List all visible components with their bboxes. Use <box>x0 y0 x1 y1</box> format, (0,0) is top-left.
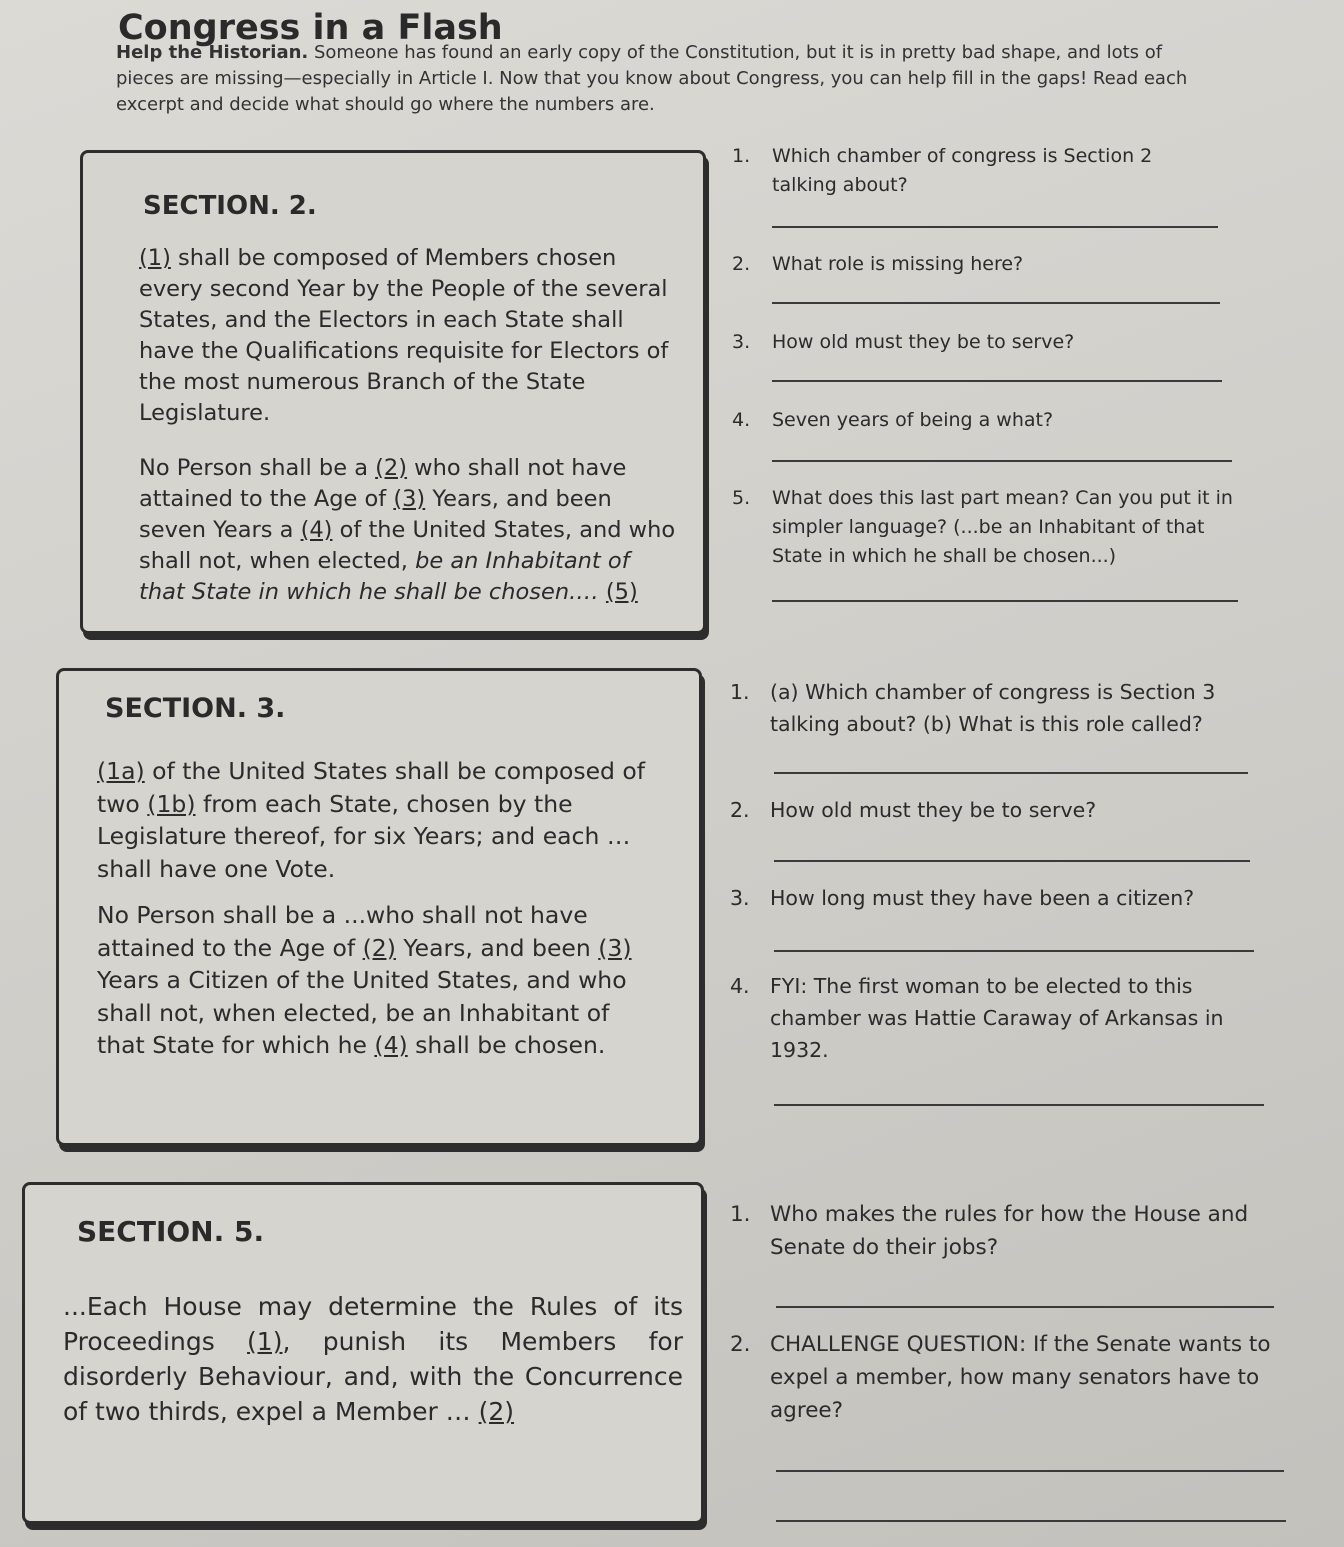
intro-text: Someone has found an early copy of the Constitution, but it is in pretty bad shape, and lots of pieces are missing—especially in Article I. Now that you know about Congress, you can help fill in the gaps! Read each excerpt and decide what should go where the numbers are. <box>116 42 1188 115</box>
s2-question-4 <box>732 406 1182 435</box>
section-2-p2-a: No Person shall be a <box>139 455 376 481</box>
section-3-p2-c: Years a Citizen of the United States, and who shall not, when elected, be an Inhabitant of that State for which he <box>97 966 627 1059</box>
section-3-p2-d: shall be chosen. <box>407 1031 606 1059</box>
s3-q4-text: FYI: The first woman to be elected to this chamber was Hattie Caraway of Arkansas in 1932. <box>770 974 1224 1062</box>
blank-3: (3) <box>393 486 426 512</box>
page-title: Congress in a Flash <box>118 8 503 48</box>
s2-q1-text: Which chamber of congress is Section 2 talking about? <box>772 145 1153 196</box>
blank-s5-2: (2) <box>478 1397 515 1426</box>
section-5-p1-a: ...Each House may determine the Rules of its Proceedings <box>63 1292 683 1356</box>
s3-answer-line-3[interactable] <box>774 950 1254 952</box>
s5-question-2 <box>730 1328 1300 1427</box>
s3-q4-num: 4. <box>730 974 750 998</box>
intro-lead: Help the Historian. <box>116 42 309 63</box>
s2-answer-line-2[interactable] <box>772 302 1220 304</box>
s2-question-3 <box>732 328 1182 357</box>
s2-q3-text: How old must they be to serve? <box>772 331 1075 353</box>
blank-1: (1) <box>139 245 171 271</box>
section-5-box <box>22 1182 704 1524</box>
s3-question-2 <box>730 794 1240 826</box>
s5-answer-line-2[interactable] <box>776 1470 1284 1472</box>
s2-q2-text: What role is missing here? <box>772 253 1024 275</box>
section-5-heading: SECTION. 5. <box>77 1215 265 1248</box>
s2-q4-text: Seven years of being a what? <box>772 409 1054 431</box>
intro-paragraph <box>116 40 1206 118</box>
s2-question-2 <box>732 250 1182 279</box>
section-3-p2-a: No Person shall be a ...who shall not have attained to the Age of <box>97 901 588 962</box>
s3-q1-text: (a) Which chamber of congress is Section 3 talking about? (b) What is this role called? <box>770 680 1216 736</box>
section-5-excerpt <box>63 1289 683 1429</box>
blank-1a: (1a) <box>97 757 145 785</box>
section-3-p1-a: of the United States shall be composed of two <box>97 757 646 818</box>
section-2-box <box>80 150 706 634</box>
section-3-excerpt <box>97 755 657 1062</box>
blank-s3-4: (4) <box>374 1031 408 1059</box>
s5-q2-num: 2. <box>730 1332 751 1357</box>
s2-q2-num: 2. <box>732 253 751 275</box>
section-2-italic-clause: be an Inhabitant of that State in which he shall be chosen.… <box>139 548 630 605</box>
s2-answer-line-1[interactable] <box>772 226 1218 228</box>
blank-1b: (1b) <box>147 789 196 818</box>
s2-question-5 <box>732 484 1252 571</box>
section-5-p1-b: , punish its Members for disorderly Behaviour, and, with the Concurrence of two thirds, expel a Member … <box>63 1327 683 1426</box>
blank-4: (4) <box>300 517 333 543</box>
s5-q1-num: 1. <box>730 1202 751 1227</box>
s2-q5-text: What does this last part mean? Can you put it in simpler language? (...be an Inhabitant of that State in which he shall be chosen...) <box>772 487 1233 567</box>
s3-question-4 <box>730 970 1260 1066</box>
s2-question-1 <box>732 142 1182 200</box>
s3-q3-text: How long must they have been a citizen? <box>770 886 1195 910</box>
s2-q5-num: 5. <box>732 487 751 509</box>
section-2-paragraph-2 <box>139 453 679 608</box>
section-2-excerpt <box>139 243 679 608</box>
s5-question-1 <box>730 1198 1290 1264</box>
s2-answer-line-3[interactable] <box>772 380 1222 382</box>
blank-s3-2: (2) <box>362 933 396 962</box>
blank-s3-3: (3) <box>598 933 632 962</box>
s3-question-3 <box>730 882 1240 914</box>
s3-answer-line-4[interactable] <box>774 1104 1264 1106</box>
section-2-heading: SECTION. 2. <box>143 191 317 221</box>
s5-answer-line-1[interactable] <box>776 1306 1274 1308</box>
blank-s5-1: (1) <box>247 1327 283 1356</box>
s5-q2-text: CHALLENGE QUESTION: If the Senate wants to expel a member, how many senators have to agree? <box>770 1332 1271 1423</box>
s3-q1-num: 1. <box>730 680 750 704</box>
section-2-p2-b: who shall not have attained to the Age of <box>139 455 627 512</box>
s3-q2-num: 2. <box>730 798 750 822</box>
section-3-heading: SECTION. 3. <box>105 693 286 724</box>
section-2-p1-text: shall be composed of Members chosen every second Year by the People of the several States, and the Electors in each State shall have the Qualifications requisite for Electors of the most numerous Branch of the State Legislature. <box>139 245 669 426</box>
section-5-paragraph-1 <box>63 1289 683 1429</box>
s2-answer-line-4[interactable] <box>772 460 1232 462</box>
section-2-p2-d: of the United States, and who shall not, when elected, <box>139 517 676 574</box>
s3-q3-num: 3. <box>730 886 750 910</box>
blank-5: (5) <box>605 579 638 605</box>
s3-question-1 <box>730 676 1240 740</box>
section-2-paragraph-1 <box>139 243 679 429</box>
s5-answer-line-3[interactable] <box>776 1520 1286 1522</box>
section-3-paragraph-2 <box>97 899 657 1062</box>
s3-q2-text: How old must they be to serve? <box>770 798 1097 822</box>
s2-answer-line-5[interactable] <box>772 600 1238 602</box>
s2-q1-num: 1. <box>732 145 751 167</box>
s2-q4-num: 4. <box>732 409 751 431</box>
s3-answer-line-1[interactable] <box>774 772 1248 774</box>
s5-q1-text: Who makes the rules for how the House and Senate do their jobs? <box>770 1202 1249 1260</box>
section-3-paragraph-1 <box>97 755 657 885</box>
blank-2: (2) <box>375 455 408 481</box>
section-3-p1-b: from each State, chosen by the Legislature thereof, for six Years; and each … shall have one Vote. <box>97 789 631 883</box>
s3-answer-line-2[interactable] <box>774 860 1250 862</box>
section-3-box <box>56 668 702 1146</box>
s2-q3-num: 3. <box>732 331 751 353</box>
section-2-p2-c: Years, and been seven Years a <box>139 486 612 543</box>
section-3-p2-b: Years, and been <box>395 933 599 962</box>
